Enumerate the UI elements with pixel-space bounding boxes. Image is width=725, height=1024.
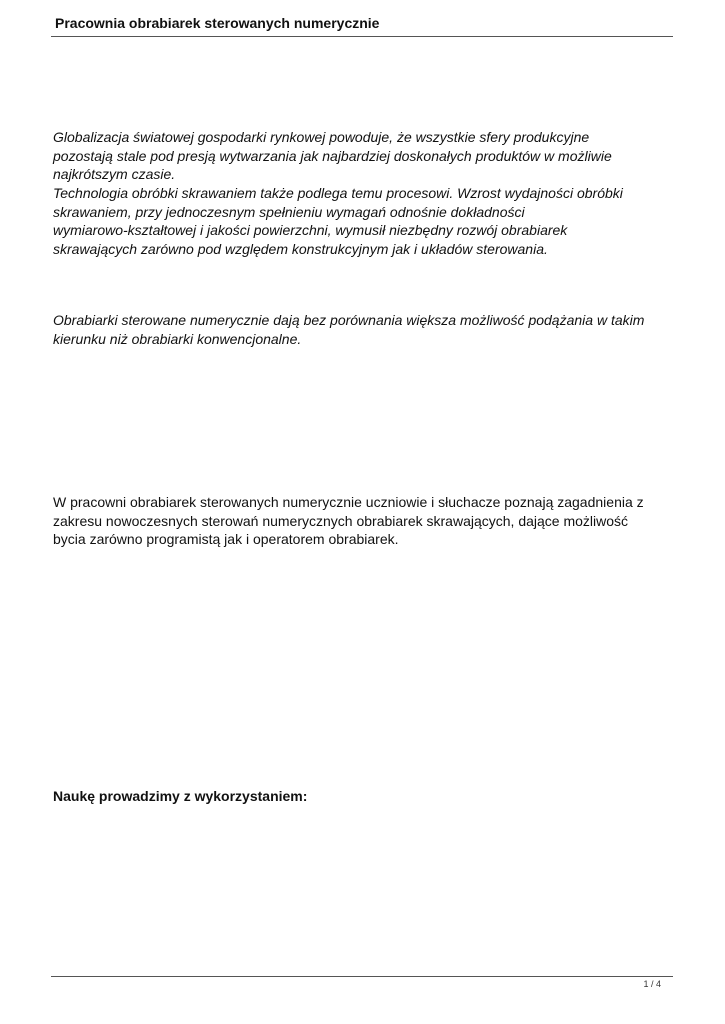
paragraph-line: skrawających zarówno pod względem konstrukcyjnym jak i układów sterowania. <box>53 241 548 258</box>
paragraph-line: bycia zarówno programistą jak i operatorem obrabiarek. <box>53 531 399 548</box>
paragraph-line: kierunku niż obrabiarki konwencjonalne. <box>53 330 302 347</box>
paragraph-line: Globalizacja światowej gospodarki rynkowej powoduje, że wszystkie sfery produkcyjne <box>53 129 590 145</box>
page-title: Pracownia obrabiarek sterowanych numerycznie <box>55 15 380 31</box>
paragraph-line: zakresu nowoczesnych sterowań numerycznych obrabiarek skrawających, dające możliwość <box>53 512 629 529</box>
paragraph-line: najkrótszym czasie. <box>53 166 176 183</box>
paragraph-line: wymiarowo-kształtowej i jakości powierzchni, wymusił niezbędny rozwój obrabiarek <box>53 222 568 239</box>
section-subheading: Naukę prowadzimy z wykorzystaniem: <box>53 788 308 804</box>
paragraph-technology <box>53 184 678 259</box>
paragraph-globalization <box>53 128 678 184</box>
paragraph-line: Technologia obróbki skrawaniem także podlega temu procesowi. Wzrost wydajności obróbki <box>53 185 623 201</box>
footer-divider <box>51 976 673 977</box>
paragraph-workshop <box>53 493 678 549</box>
paragraph-line: W pracowni obrabiarek sterowanych numerycznie uczniowie i słuchacze poznają zagadnienia z <box>53 494 644 510</box>
paragraph-line: pozostają stale pod presją wytwarzania jak najbardziej doskonałych produktów w możliwie <box>53 147 612 164</box>
paragraph-cnc-machines <box>53 311 678 348</box>
page-number: 1 / 4 <box>643 979 661 989</box>
header-divider <box>51 36 673 37</box>
paragraph-line: skrawaniem, przy jednoczesnym spełnieniu wymagań odnośnie dokładności <box>53 203 525 220</box>
paragraph-line: Obrabiarki sterowane numerycznie dają bez porównania większa możliwość podążania w takim <box>53 312 645 328</box>
